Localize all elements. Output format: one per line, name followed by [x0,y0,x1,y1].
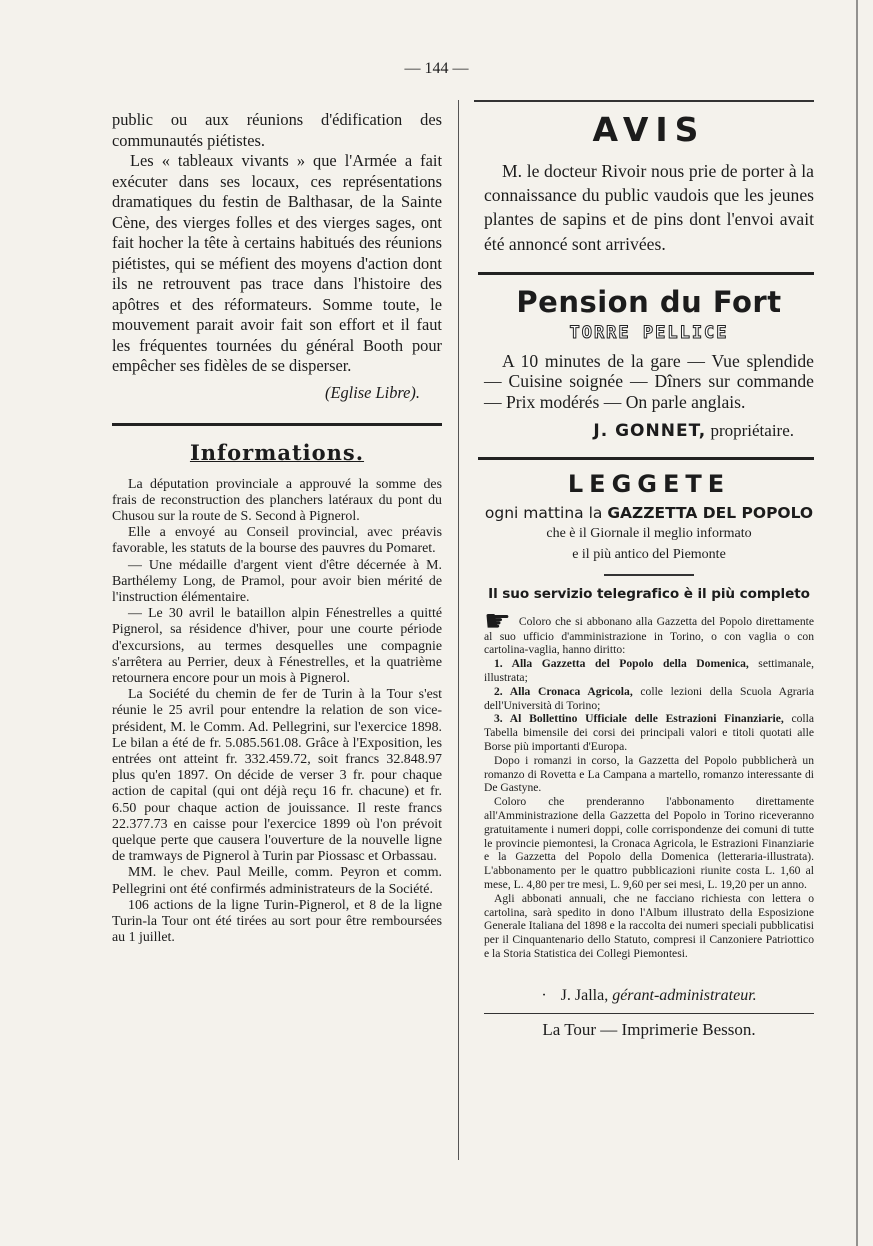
left-column [112,110,442,946]
article-paragraph: Les « tableaux vivants » que l'Armée a fait exécuter dans ses locaux, ces représentations dramatiques du festin de Balthasar, de la Sainte Cène, des vierges folles et des vierges sages, ont fait hocher la tête à certains habitués des réunions piétistes, qui se méfient des moyens d'action dont ils ne retrouvent pas trace dans l'histoire des apôtres et des réformateurs. Somme toute, le mouvement parait avoir fait son effort et il faut les fréquentes tournées du général Booth pour empêcher ses fidèles de se disperser. [112,151,442,375]
ad-intro [484,604,814,658]
telegraph-slogan: Il suo servizio telegrafico è il più completo [488,585,810,602]
newspaper-name: GAZZETTA DEL POPOLO [607,503,814,522]
ad-list-item [484,685,814,713]
ad-item-bold: 1. Alla Gazzetta del Popolo della Domenica, [494,657,749,671]
pension-text: A 10 minutes de la gare — Vue splendide — Cuisine soignée — Dîners sur commande — Prix modérés — On parle anglais. [484,350,814,412]
signature-mark: · [541,986,547,1004]
avis-heading: AVIS [592,110,706,149]
ad-list-item [484,712,814,753]
informations-heading: Informations. [189,439,365,465]
section-divider [112,423,442,426]
info-paragraph: MM. le chev. Paul Meille, comm. Peyron et comm. Pellegrini ont été confirmés administrateurs de la Société. [112,865,442,897]
pension-owner [484,421,814,441]
leggete-pre: ogni mattina la [484,503,603,522]
leggete-line [484,504,814,522]
footer-divider [484,1013,814,1014]
owner-role: propriétaire. [710,420,794,440]
short-divider [604,574,694,576]
info-paragraph: La Société du chemin de fer de Turin à la Tour s'est réunie le 25 avril pour entendre la relation de son vice-président, M. le Comm. Ad. Pellegrini, sur l'exercice 1898. Le bilan a été de fr. 5.085.561.08. Grâce à l'Exposition, les entrées ont atteint fr. 332.459.72, soit francs 32.848.97 plus qu'en 1897. On décide de verser 3 fr. pour chaque action de capital (qui ont déjà reçu 16 fr. chacune) et fr. 6.50 pour chaque action de jouissance. Il reste francs 22.377.73 en caisse pour l'exercice 1899 où l'on prévoit quelque perte que causera l'ouverture de la nouvelle ligne de tramways de Pignerol à Turin par Piossasc et Orbassau. [112,687,442,865]
avis-text: M. le docteur Rivoir nous prie de porter à la connaissance du public vaudois que les jeunes plantes de sapins et de pins dont l'envoi avait été annoncé sont arrivées. [484,161,814,254]
leggete-subline: che è il Giornale il meglio informato [546,525,752,541]
page-number: — 144 — [404,60,469,77]
printer-imprint: La Tour — Imprimerie Besson. [542,1019,756,1039]
info-paragraph: — Une médaille d'argent vient d'être décernée à M. Barthélemy Long, de Pramol, pour avoir bien mérité de l'instruction élémentaire. [112,557,442,605]
ad-paragraph: Dopo i romanzi in corso, la Gazzetta del Popolo pubblicherà un romanzo di Rovetta e La Campana a martello, romanzo interessante di De Gastyne. [484,753,814,795]
ad-item-bold: 2. Alla Cronaca Agricola, [494,684,633,698]
ad-paragraph: Agli abbonati annuali, che ne facciano richiesta con lettera o cartolina, sarà spedito in dono l'Album illustrato della Esposizione Generale Italiana del 1898 e la raccolta dei numeri speciali pubblicatisi per il Cinquantenario dello Statuto, compresi il Canzoniere Patriottico e la Storia Statistica dei Collegi Piemontesi. [484,891,814,960]
info-paragraph: La députation provinciale a approuvé la somme des frais de reconstruction des planchers latéraux du pont du Chusou sur la route de S. Second à Pignerol. [112,476,442,524]
right-column [484,100,814,1040]
ad-item-text: colla Tabella bimensile dei corsi dei principali valori e titoli quotati alle Borse più importanti d'Europa. [484,712,814,753]
ad-paragraph: Coloro che prenderanno l'abbonamento direttamente all'Amministrazione della Gazzetta del Popolo in Torino riceveranno gratuitamente i numeri doppi, colle corrispondenze dei comuni di tutte le provincie piemontesi, la Cronaca Agricola, le Estrazioni Finanziarie e la Gazzetta del Popolo della Domenica (letteraria-illustrata). L'abbonamento per le quattro pubblicazioni riunite costa L. 1,60 al mese, L. 4,80 per tre mesi, L. 9,60 per sei mesi, L. 19,20 per un anno. [484,795,814,891]
ad-list-item [484,657,814,685]
pension-location: TORRE PELLICE [569,322,729,343]
ad-item-text: colle lezioni della Scuola Agraria dell'Università di Torino; [484,684,815,712]
ad-item-text: settimanale, illustrata; [484,657,815,684]
ad-intro-text: Coloro che si abbonano alla Gazzetta del Popolo direttamente al suo ufficio d'amministrazione in Torino, o con vaglia o con cartolina-vaglia, hanno diritto: [484,614,814,657]
article-continuation: public ou aux réunions d'édification des communautés piétistes. [112,110,442,150]
owner-name: J. GONNET, [593,420,707,441]
article-source: (Eglise Libre). [325,382,420,402]
top-rule [474,100,814,102]
info-paragraph: — Le 30 avril le bataillon alpin Fénestrelles a quitté Pignerol, sa résidence d'hiver, pour une courte période d'excursions, au termes desquelles une compagnie s'arrêtera au Perrier, deux à Fénestrelles, et la quatrième retournera encore pour un mois à Pignerol. [112,606,442,686]
publisher-name: J. Jalla, [560,986,609,1004]
info-paragraph: 106 actions de la ligne Turin-Pignerol, et 8 de la ligne Turin-la Tour ont été tirées au sort pour être remboursées au 1 juillet. [112,897,442,946]
page-edge-mark [856,0,858,1246]
leggete-subline: e il più antico del Piemonte [572,546,726,562]
leggete-heading: LEGGETE [567,469,731,498]
column-divider [458,100,459,1160]
publisher-role: gérant-administrateur. [612,986,757,1004]
pension-heading: Pension du Fort [516,284,782,319]
info-paragraph: Elle a envoyé au Conseil provincial, avec préavis favorable, les statuts de la bourse des pauvres du Pomaret. [112,525,442,557]
ad-item-bold: 3. Al Bollettino Ufficiale delle Estrazioni Finanziarie, [494,712,784,726]
section-divider [478,457,814,460]
section-divider [478,272,814,275]
publisher-signature [484,987,814,1005]
pointing-hand-icon: ☛ [484,604,511,638]
